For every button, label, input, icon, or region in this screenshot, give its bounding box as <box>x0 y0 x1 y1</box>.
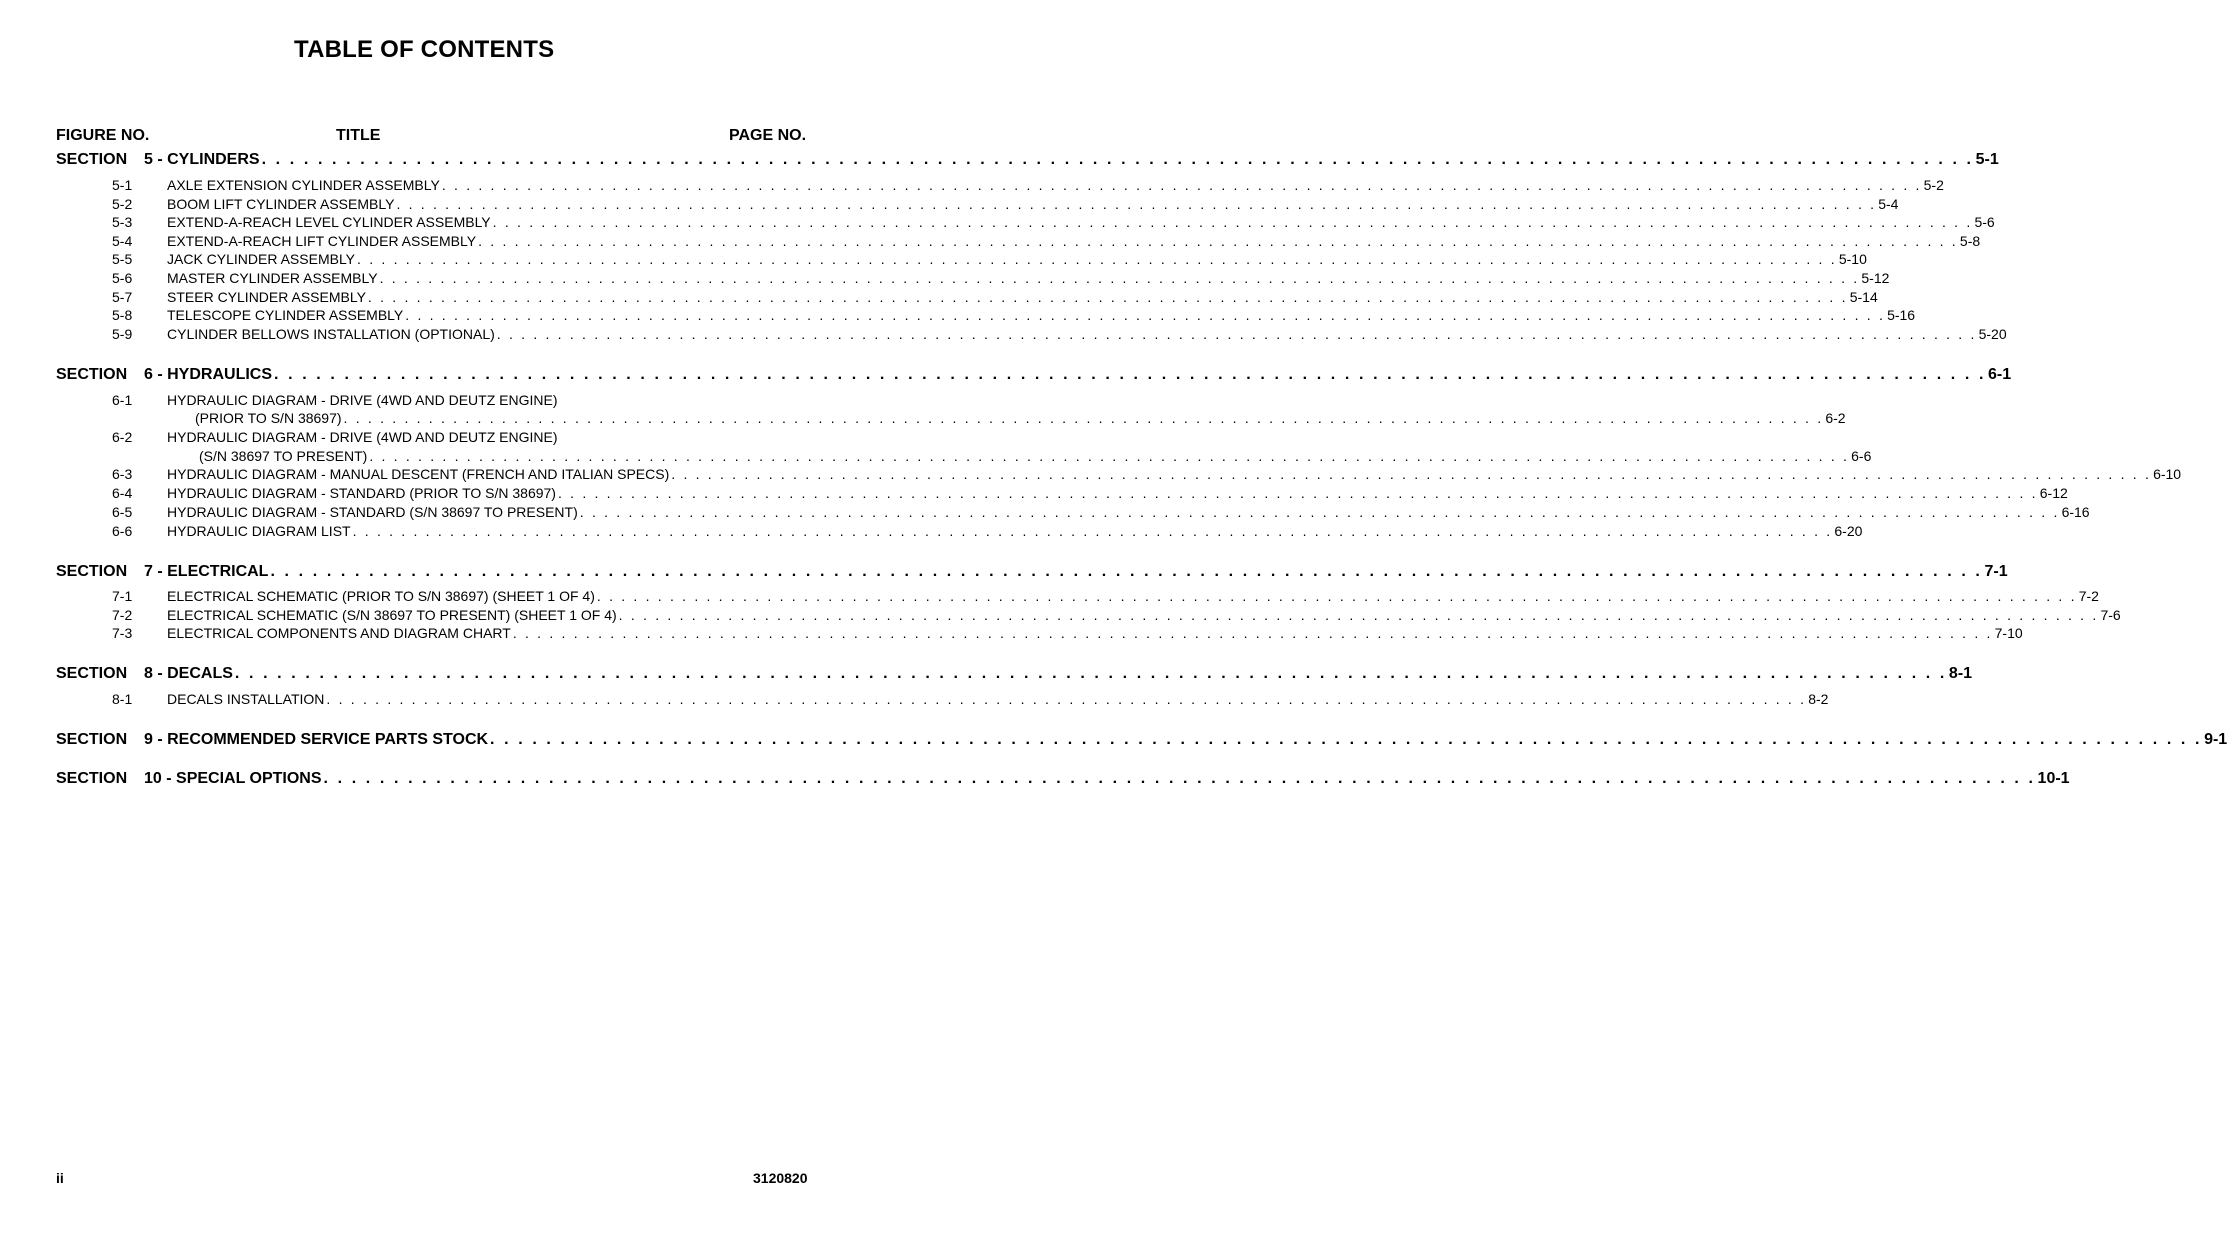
toc-entry-continuation[interactable] <box>199 448 1872 466</box>
leader-dots: . . . . . . . . . . . . . . . . . . . . . . . . . . . . . . . . . . . . . . . . . . . . . . . . . . . . . . . . . . . . . . . . . . . . . . . . . . . . . . . . . . . . . . . . . . . . . . . . . . . . . . . . . . . . . . . . . . . . . . . . . . <box>405 307 1886 323</box>
entry-page: 5-8 <box>1959 233 1981 249</box>
entry-page: 5-12 <box>1861 270 1890 286</box>
leader-dots: . . . . . . . . . . . . . . . . . . . . . . . . . . . . . . . . . . . . . . . . . . . . . . . . . . . . . . . . . . . . . . . . . . . . . . . . . . . . . . . . . . . . . . . . . . . . . . . . . . . . . . . . . . . . . . . . . . . . . . . . . . <box>357 251 1837 267</box>
entry-title: HYDRAULIC DIAGRAM LIST <box>167 523 351 539</box>
toc-entry-continuation[interactable] <box>195 410 1846 428</box>
entry-number: 8-1 <box>112 691 133 707</box>
column-header-page: PAGE NO. <box>729 127 807 144</box>
leader-dots: . . . . . . . . . . . . . . . . . . . . . . . . . . . . . . . . . . . . . . . . . . . . . . . . . . . . . . . . . . . . . . . . . . . . . . . . . . . . . . . . . . . . . . . . . . . . . . . . . . . . . . . . . . . . . . . . . . . . . . . . . . <box>441 177 1922 193</box>
section-name: 8 - DECALS <box>144 665 233 682</box>
entry-number: 5-7 <box>112 289 133 305</box>
entry-page: 6-20 <box>1834 523 1863 539</box>
entry-title: TELESCOPE CYLINDER ASSEMBLY <box>167 307 404 323</box>
leader-dots: . . . . . . . . . . . . . . . . . . . . . . . . . . . . . . . . . . . . . . . . . . . . . . . . . . . . . . . . . . . . . . . . . . . . . . . . . . . . . . . . . . . . . . . . . . . . . . . . . . . . . . . . . . . . . . . . . . . . . . . . . . <box>512 625 1993 641</box>
leader-dots: . . . . . . . . . . . . . . . . . . . . . . . . . . . . . . . . . . . . . . . . . . . . . . . . . . . . . . . . . . . . . . . . . . . . . . . . . . . . . . . . . . . . . . . . . . . . . . . . . . . . . . . . . . . . . . . . . . . . . . . . . . <box>496 326 1977 342</box>
entry-page: 5-2 <box>1923 177 1944 193</box>
entry-title: HYDRAULIC DIAGRAM - MANUAL DESCENT (FRENCH AND ITALIAN SPECS) <box>167 466 670 482</box>
entry-title: HYDRAULIC DIAGRAM - STANDARD (S/N 38697 TO PRESENT) <box>167 504 578 520</box>
toc-entry[interactable] <box>112 177 1944 195</box>
section-name: 7 - ELECTRICAL <box>144 563 269 580</box>
entry-title: HYDRAULIC DIAGRAM - STANDARD (PRIOR TO S/N 38697) <box>167 485 556 501</box>
entry-page: 7-6 <box>2100 607 2121 623</box>
entry-page: 6-6 <box>1851 448 1872 464</box>
entry-page: 5-6 <box>1974 214 1995 230</box>
entry-title: STEER CYLINDER ASSEMBLY <box>167 289 366 305</box>
leader-dots: . . . . . . . . . . . . . . . . . . . . . . . . . . . . . . . . . . . . . . . . . . . . . . . . . . . . . . . . . . . . . . . . . . . . . . . . . . . . . . . . . . . . . . . . . . . . . . . . . . . . . . . . . . . . . . . . . . . . . . . . . . <box>671 466 2152 482</box>
entry-title: AXLE EXTENSION CYLINDER ASSEMBLY <box>167 177 440 193</box>
leader-dots: . . . . . . . . . . . . . . . . . . . . . . . . . . . . . . . . . . . . . . . . . . . . . . . . . . . . . . . . . . . . . . . . . . . . . . . . . . . . . . . . . . . . . . . . . . . . . . . . . . . . . . . . . . . . . . . . . . . . . . . . . . <box>557 485 2038 501</box>
toc-entry[interactable] <box>112 251 1867 269</box>
toc-entry[interactable] <box>112 326 2007 344</box>
entry-page: 6-12 <box>2039 485 2068 501</box>
section-name: 9 - RECOMMENDED SERVICE PARTS STOCK <box>144 731 489 748</box>
toc-entry[interactable] <box>112 691 1829 709</box>
entry-title-continuation: (S/N 38697 TO PRESENT) <box>199 448 368 464</box>
toc-section-8[interactable] <box>56 665 1973 685</box>
toc-entry-head[interactable] <box>112 429 557 445</box>
section-page: 6-1 <box>1988 366 2012 383</box>
entry-title: MASTER CYLINDER ASSEMBLY <box>167 270 378 286</box>
leader-dots: . . . . . . . . . . . . . . . . . . . . . . . . . . . . . . . . . . . . . . . . . . . . . . . . . . . . . . . . . . . . . . . . . . . . . . . . . . . . . . . . . . . . . . . . . . . . . . . . . . . . . . . . . . . . . . . . . . . . . . . . . . <box>261 151 1974 168</box>
entry-page: 5-4 <box>1878 196 1899 212</box>
entry-number: 5-9 <box>112 326 133 342</box>
leader-dots: . . . . . . . . . . . . . . . . . . . . . . . . . . . . . . . . . . . . . . . . . . . . . . . . . . . . . . . . . . . . . . . . . . . . . . . . . . . . . . . . . . . . . . . . . . . . . . . . . . . . . . . . . . . . . . . . . . . . . . . . . . <box>274 366 1987 383</box>
leader-dots: . . . . . . . . . . . . . . . . . . . . . . . . . . . . . . . . . . . . . . . . . . . . . . . . . . . . . . . . . . . . . . . . . . . . . . . . . . . . . . . . . . . . . . . . . . . . . . . . . . . . . . . . . . . . . . . . . . . . . . . . . . <box>492 214 1973 230</box>
footer-page-number: ii <box>56 1170 64 1186</box>
toc-entry-head[interactable] <box>112 392 557 408</box>
entry-number: 5-4 <box>112 233 133 249</box>
entry-number: 7-1 <box>112 588 133 604</box>
entry-page: 6-16 <box>2061 504 2090 520</box>
leader-dots: . . . . . . . . . . . . . . . . . . . . . . . . . . . . . . . . . . . . . . . . . . . . . . . . . . . . . . . . . . . . . . . . . . . . . . . . . . . . . . . . . . . . . . . . . . . . . . . . . . . . . . . . . . . . . . . . . . . . . . . . . . <box>367 289 1848 305</box>
entry-title: HYDRAULIC DIAGRAM - DRIVE (4WD AND DEUTZ ENGINE) <box>167 429 558 445</box>
page-title: TABLE OF CONTENTS <box>294 36 555 63</box>
toc-entry[interactable] <box>112 270 1890 288</box>
entry-title: EXTEND-A-REACH LEVEL CYLINDER ASSEMBLY <box>167 214 491 230</box>
entry-number: 6-1 <box>112 392 133 408</box>
entry-title: JACK CYLINDER ASSEMBLY <box>167 251 356 267</box>
footer-document-number: 3120820 <box>753 1170 808 1186</box>
entry-page: 5-14 <box>1849 289 1878 305</box>
toc-section-9[interactable] <box>56 731 2227 751</box>
leader-dots: . . . . . . . . . . . . . . . . . . . . . . . . . . . . . . . . . . . . . . . . . . . . . . . . . . . . . . . . . . . . . . . . . . . . . . . . . . . . . . . . . . . . . . . . . . . . . . . . . . . . . . . . . . . . . . . . . . . . . . . . . . <box>270 563 1983 580</box>
entry-title-continuation: (PRIOR TO S/N 38697) <box>195 410 342 426</box>
entry-page: 7-10 <box>1994 625 2023 641</box>
toc-section-6[interactable] <box>56 366 2012 386</box>
leader-dots: . . . . . . . . . . . . . . . . . . . . . . . . . . . . . . . . . . . . . . . . . . . . . . . . . . . . . . . . . . . . . . . . . . . . . . . . . . . . . . . . . . . . . . . . . . . . . . . . . . . . . . . . . . . . . . . . . . . . . . . . . . <box>352 523 1833 539</box>
entry-page: 7-2 <box>2078 588 2099 604</box>
entry-page: 6-10 <box>2153 466 2182 482</box>
entry-number: 5-6 <box>112 270 133 286</box>
entry-title: ELECTRICAL COMPONENTS AND DIAGRAM CHART <box>167 625 511 641</box>
leader-dots: . . . . . . . . . . . . . . . . . . . . . . . . . . . . . . . . . . . . . . . . . . . . . . . . . . . . . . . . . . . . . . . . . . . . . . . . . . . . . . . . . . . . . . . . . . . . . . . . . . . . . . . . . . . . . . . . . . . . . . . . . . <box>234 665 1947 682</box>
section-name: 10 - SPECIAL OPTIONS <box>144 770 322 787</box>
entry-number: 6-2 <box>112 429 133 445</box>
toc-entry[interactable] <box>112 625 2023 643</box>
entry-number: 7-2 <box>112 607 133 623</box>
entry-title: HYDRAULIC DIAGRAM - DRIVE (4WD AND DEUTZ ENGINE) <box>167 392 558 408</box>
entry-title: EXTEND-A-REACH LIFT CYLINDER ASSEMBLY <box>167 233 477 249</box>
toc-entry[interactable] <box>112 504 2090 522</box>
entry-number: 6-6 <box>112 523 133 539</box>
toc-section-7[interactable] <box>56 563 2008 583</box>
entry-number: 5-1 <box>112 177 133 193</box>
entry-page: 5-20 <box>1978 326 2007 342</box>
section-word: SECTION <box>56 731 128 748</box>
section-page: 10-1 <box>2037 770 2070 787</box>
toc-entry[interactable] <box>112 196 1899 214</box>
leader-dots: . . . . . . . . . . . . . . . . . . . . . . . . . . . . . . . . . . . . . . . . . . . . . . . . . . . . . . . . . . . . . . . . . . . . . . . . . . . . . . . . . . . . . . . . . . . . . . . . . . . . . . . . . . . . . . . . . . . . . . . . . . <box>478 233 1958 249</box>
section-name: 6 - HYDRAULICS <box>144 366 273 383</box>
entry-page: 8-2 <box>1808 691 1829 707</box>
leader-dots: . . . . . . . . . . . . . . . . . . . . . . . . . . . . . . . . . . . . . . . . . . . . . . . . . . . . . . . . . . . . . . . . . . . . . . . . . . . . . . . . . . . . . . . . . . . . . . . . . . . . . . . . . . . . . . . . . . . . . . . . . . <box>379 270 1860 286</box>
leader-dots: . . . . . . . . . . . . . . . . . . . . . . . . . . . . . . . . . . . . . . . . . . . . . . . . . . . . . . . . . . . . . . . . . . . . . . . . . . . . . . . . . . . . . . . . . . . . . . . . . . . . . . . . . . . . . . . . . . . . . . . . . . <box>343 410 1824 426</box>
toc-entry[interactable] <box>112 214 1995 232</box>
entry-number: 5-8 <box>112 307 133 323</box>
toc-section-10[interactable] <box>56 770 2070 790</box>
section-page: 5-1 <box>1975 151 1999 168</box>
leader-dots: . . . . . . . . . . . . . . . . . . . . . . . . . . . . . . . . . . . . . . . . . . . . . . . . . . . . . . . . . . . . . . . . . . . . . . . . . . . . . . . . . . . . . . . . . . . . . . . . . . . . . . . . . . . . . . . . . . . . . . . . . . <box>618 607 2099 623</box>
entry-title: CYLINDER BELLOWS INSTALLATION (OPTIONAL) <box>167 326 495 342</box>
leader-dots: . . . . . . . . . . . . . . . . . . . . . . . . . . . . . . . . . . . . . . . . . . . . . . . . . . . . . . . . . . . . . . . . . . . . . . . . . . . . . . . . . . . . . . . . . . . . . . . . . . . . . . . . . . . . . . . . . . . . . . . . . . <box>396 196 1877 212</box>
leader-dots: . . . . . . . . . . . . . . . . . . . . . . . . . . . . . . . . . . . . . . . . . . . . . . . . . . . . . . . . . . . . . . . . . . . . . . . . . . . . . . . . . . . . . . . . . . . . . . . . . . . . . . . . . . . . . . . . . . . . . . . . . . <box>326 691 1807 707</box>
entry-page: 5-10 <box>1838 251 1867 267</box>
column-header-title: TITLE <box>336 127 381 144</box>
leader-dots: . . . . . . . . . . . . . . . . . . . . . . . . . . . . . . . . . . . . . . . . . . . . . . . . . . . . . . . . . . . . . . . . . . . . . . . . . . . . . . . . . . . . . . . . . . . . . . . . . . . . . . . . . . . . . . . . . . . . . . . . . . <box>490 731 2203 748</box>
entry-number: 5-3 <box>112 214 133 230</box>
toc-entry[interactable] <box>112 588 2099 606</box>
section-word: SECTION <box>56 366 128 383</box>
entry-page: 5-16 <box>1887 307 1916 323</box>
toc-entry[interactable] <box>112 233 1981 251</box>
toc-entry[interactable] <box>112 466 2182 484</box>
toc-entry[interactable] <box>112 607 2121 625</box>
entry-title: BOOM LIFT CYLINDER ASSEMBLY <box>167 196 395 212</box>
section-word: SECTION <box>56 151 128 168</box>
toc-entry[interactable] <box>112 307 1916 325</box>
section-word: SECTION <box>56 770 128 787</box>
leader-dots: . . . . . . . . . . . . . . . . . . . . . . . . . . . . . . . . . . . . . . . . . . . . . . . . . . . . . . . . . . . . . . . . . . . . . . . . . . . . . . . . . . . . . . . . . . . . . . . . . . . . . . . . . . . . . . . . . . . . . . . . . . <box>369 448 1850 464</box>
entry-number: 7-3 <box>112 625 133 641</box>
section-page: 9-1 <box>2204 731 2227 748</box>
toc-entry[interactable] <box>112 289 1878 307</box>
section-word: SECTION <box>56 563 128 580</box>
leader-dots: . . . . . . . . . . . . . . . . . . . . . . . . . . . . . . . . . . . . . . . . . . . . . . . . . . . . . . . . . . . . . . . . . . . . . . . . . . . . . . . . . . . . . . . . . . . . . . . . . . . . . . . . . . . . . . . . . . . . . . . . . . <box>579 504 2060 520</box>
entry-number: 5-2 <box>112 196 133 212</box>
toc-entry[interactable] <box>112 485 2068 503</box>
toc-entry[interactable] <box>112 523 1863 541</box>
entry-number: 6-4 <box>112 485 133 501</box>
entry-title: DECALS INSTALLATION <box>167 691 325 707</box>
leader-dots: . . . . . . . . . . . . . . . . . . . . . . . . . . . . . . . . . . . . . . . . . . . . . . . . . . . . . . . . . . . . . . . . . . . . . . . . . . . . . . . . . . . . . . . . . . . . . . . . . . . . . . . . . . . . . . . . . . . . . . . . . . <box>596 588 2077 604</box>
toc-section-5[interactable] <box>56 151 1999 171</box>
section-page: 7-1 <box>1984 563 2008 580</box>
entry-number: 6-3 <box>112 466 133 482</box>
entry-number: 6-5 <box>112 504 133 520</box>
entry-number: 5-5 <box>112 251 133 267</box>
section-name: 5 - CYLINDERS <box>144 151 260 168</box>
section-word: SECTION <box>56 665 128 682</box>
section-page: 8-1 <box>1948 665 1973 682</box>
column-header-figure: FIGURE NO. <box>56 127 150 144</box>
entry-page: 6-2 <box>1825 410 1846 426</box>
entry-title: ELECTRICAL SCHEMATIC (PRIOR TO S/N 38697) (SHEET 1 OF 4) <box>167 588 595 604</box>
leader-dots: . . . . . . . . . . . . . . . . . . . . . . . . . . . . . . . . . . . . . . . . . . . . . . . . . . . . . . . . . . . . . . . . . . . . . . . . . . . . . . . . . . . . . . . . . . . . . . . . . . . . . . . . . . . . . . . . . . . . . . . . . . <box>323 770 2036 787</box>
entry-title: ELECTRICAL SCHEMATIC (S/N 38697 TO PRESENT) (SHEET 1 OF 4) <box>167 607 617 623</box>
